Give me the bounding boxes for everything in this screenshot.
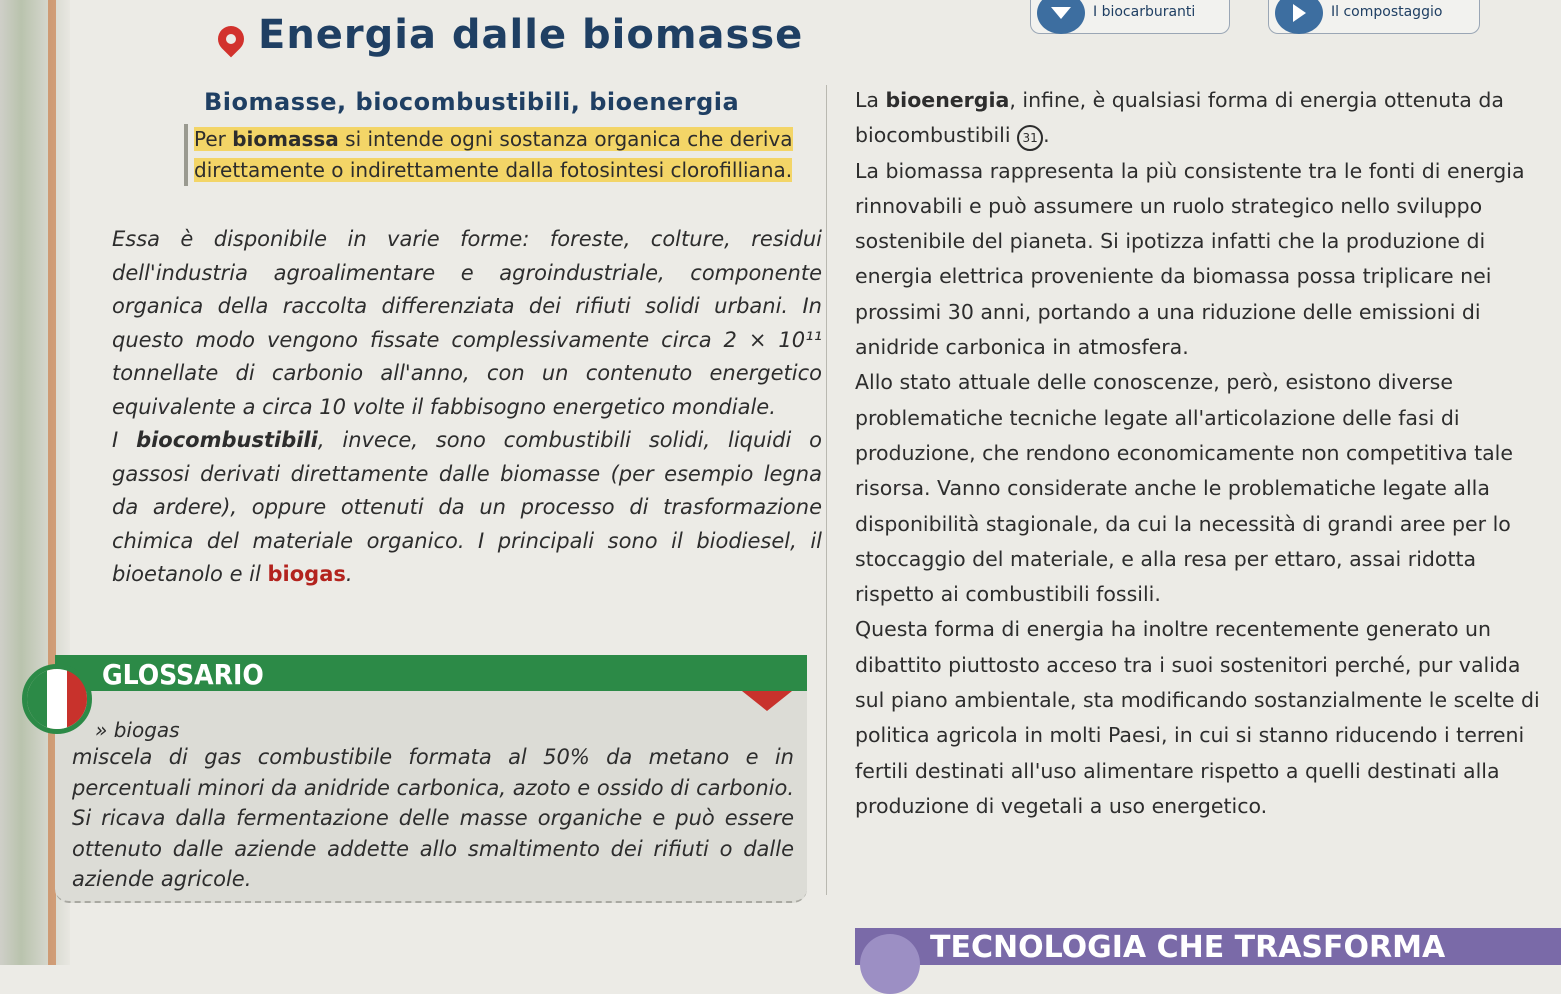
page-title: Energia dalle biomasse [258,12,804,58]
bold-term: bioenergia [885,88,1010,112]
tab-biocarburanti[interactable] [1030,0,1230,34]
glossary-term: » biogas [95,718,180,742]
definition-text: Per [194,127,233,151]
tab-label: I biocarburanti [1093,4,1196,20]
paragraph: Allo stato attuale delle conoscenze, però, esistono diverse problematiche tecniche legate all'articolazione delle fasi di produzione, che rendono economicamente non competitiva tale risorsa. Vanno considerate anche le problematiche legate alla disponibilità stagionale, da cui la necessità di grandi aree per lo stoccaggio del materiale, e alla resa per ettaro, assai ridotta rispetto ai combustibili fossili. [855,370,1513,607]
paragraph: Essa è disponibile in varie forme: foreste, colture, residui dell'industria agroalimentare e agroindustriale, componente organica della raccolta differenziata dei rifiuti solidi urbani. In questo modo vengono fissate complessivamente circa 2 × 10¹¹ tonnellate di carbonio all'anno, con un contenuto energetico equivalente a circa 10 volte il fabbisogno energetico mondiale. [112,227,822,419]
glossary-marker-icon [742,691,792,711]
tab-compostaggio[interactable] [1268,0,1480,34]
bold-term: biocombustibili [136,428,318,452]
glossary-title: GLOSSARIO [102,658,264,691]
glossary-link-biogas[interactable]: biogas [267,562,346,586]
paragraph: I biocombustibili, invece, sono combustibili solidi, liquidi o gassosi derivati direttamente dalle biomasse (per esempio legna da ardere), oppure ottenuti da un processo di trasformazione chimica del materiale organico. I principali sono il biodiesel, il bioetanolo e il biogas. [112,428,823,586]
title-block [218,12,803,58]
play-arrow-icon [1275,0,1323,34]
column-divider [826,85,827,895]
paragraph: La bioenergia, infine, è qualsiasi forma di energia ottenuta da biocombustibili 31 . [855,83,1540,154]
reference-badge[interactable]: 31 [1017,125,1043,151]
definition-term: biomassa [232,127,339,151]
section-heading: Biomasse, biocombustibili, bioenergia [204,88,740,116]
right-column-body [855,83,1540,824]
download-arrow-icon [1037,0,1085,34]
footer-circle-icon [860,934,920,994]
paragraph: La biomassa rappresenta la più consistente tra le fonti di energia rinnovabili e può assumere un ruolo strategico nello sviluppo sostenibile del pianeta. Si ipotizza infatti che la produzione di energia elettrica proveniente da biomassa possa triplicare nei prossimi 30 anni, portando a una riduzione delle emissioni di anidride carbonica in atmosfera. [855,158,1525,360]
tab-label: Il compostaggio [1331,4,1443,20]
glossary-definition: miscela di gas combustibile formata al 50% da metano e in percentuali minori da anidride carbonica, azoto e ossido di carbonio. Si ricava dalla fermentazione delle masse organiche e può essere ottenuto dalle aziende addette allo smaltimento dei rifiuti o dalle aziende agricole. [72,745,794,891]
definition-box [184,124,834,186]
location-pin-icon [213,21,250,58]
left-column-body [112,223,822,592]
footer-title: TECNOLOGIA CHE TRASFORMA [930,930,1446,965]
italy-flag-icon [22,664,92,734]
paragraph: Questa forma di energia ha inoltre recentemente generato un dibattito piuttosto acceso tra i suoi sostenitori perché, pur valida sul piano ambientale, sta modificando sostanzialmente le scelte di politica agricola in molti Paesi, in cui si stanno riducendo i terreni fertili destinati all'uso alimentare rispetto a quelli destinati alla produzione di vegetali a uso energetico. [855,617,1540,818]
definition-text: si intende ogni sostanza organica che deriva direttamente o indirettamente dalla fotosintesi clorofilliana. [194,127,793,182]
